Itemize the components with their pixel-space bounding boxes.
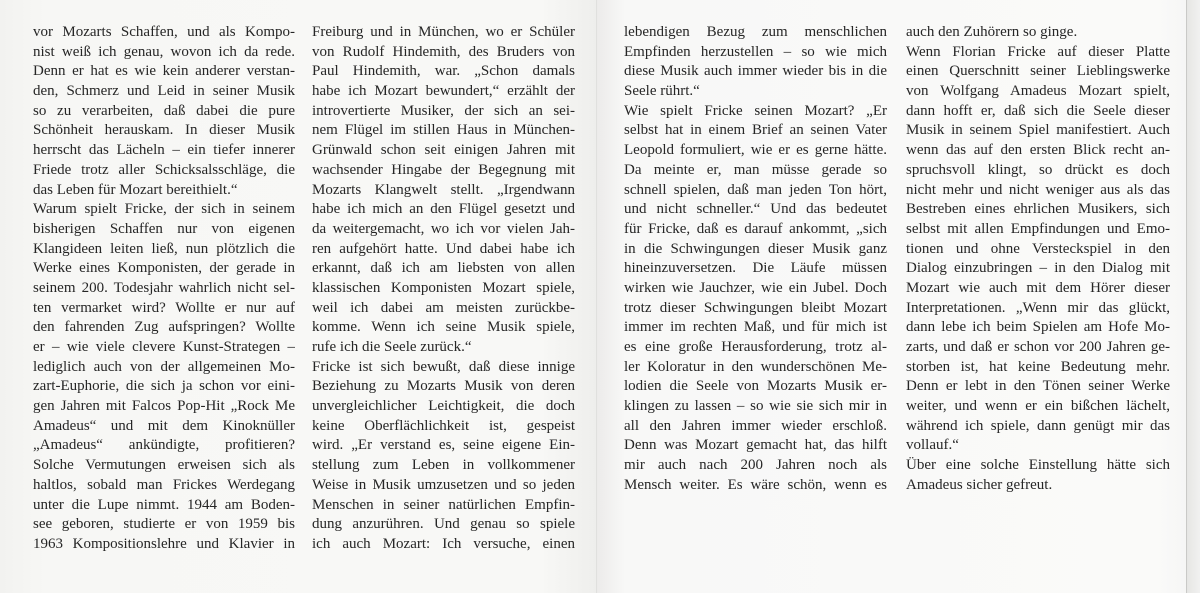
text-line: Beziehung zu Mozarts Musik von deren <box>312 378 575 395</box>
text-line: ren aufgehört hatte. Und dabei habe ich <box>312 240 575 257</box>
text-line: lodien die Seele von Mozarts Musik er- <box>624 378 887 395</box>
text-line: selbst hat in einem Brief an seinen Vater <box>624 122 887 139</box>
text-line: Weise in Musik umzusetzen und so jeden <box>312 476 575 493</box>
text-line: einen Querschnitt seiner Lieblingswerke <box>906 63 1170 80</box>
text-line: den fahrenden Zug aufspringen? Wollte <box>33 319 295 336</box>
text-line: Warum spielt Fricke, der sich in seinem <box>33 201 295 218</box>
text-line: Über eine solche Einstellung hätte sich <box>906 457 1170 474</box>
text-line: Musik in seinem Spiel manifestiert. Auch <box>906 122 1170 139</box>
text-line: dann lebe ich beim Spielen am Hofe Mo- <box>906 319 1170 336</box>
text-line: Paul Hindemith, war. „Schon damals <box>312 63 575 80</box>
text-line: selbst mit allen Empfindungen und Emo- <box>906 220 1170 237</box>
text-line: Menschen in seiner natürlichen Empfin- <box>312 496 575 513</box>
text-line: spruchsvoll klingt, so drückt es doch <box>906 161 1170 178</box>
text-line: Klangideen leiten ließ, nun plötzlich die <box>33 240 295 257</box>
text-line: storben ist, hat keine Bedeutung mehr. <box>906 358 1170 375</box>
text-line: dann hofft er, daß sich die Seele dieser <box>906 102 1170 119</box>
text-line: immer im rechten Maß, und für mich ist <box>624 319 887 336</box>
text-line: „Amadeus“ ankündigte, profitieren? <box>33 437 295 454</box>
text-line: Denn er hat es wie kein anderer verstan- <box>33 63 295 80</box>
text-line: er – wie viele clevere Kunst-Strategen – <box>33 339 295 355</box>
text-line: Wenn Florian Fricke auf dieser Platte <box>906 43 1170 60</box>
text-line: schnell spielen, daß man jeden Ton hört, <box>624 181 887 198</box>
text-line: 1963 Kompositionslehre und Klavier in <box>33 535 295 552</box>
text-line: haltlos, sobald man Frickes Werdegang <box>33 476 295 493</box>
text-line: bisherigen Schaffen nur von eigenen <box>33 220 295 237</box>
text-line: ler Koloratur in den wunderschönen Me- <box>624 358 887 375</box>
text-line: Mozart wie auch mit dem Hörer dieser <box>906 279 1170 296</box>
text-column-3 <box>624 23 887 496</box>
text-line: Grünwald schon seit einigen Jahren mit <box>312 142 575 159</box>
text-line: auch den Zuhörern so ginge. <box>906 24 1078 40</box>
text-line: introvertierte Musiker, der sich an sei- <box>312 102 575 119</box>
text-line: diese Musik auch immer wieder bis in die <box>624 63 887 80</box>
right-page <box>597 0 1186 593</box>
text-line: Denn er lebt in den Tönen seiner Werke <box>906 378 1170 395</box>
text-line: rufe ich die Seele zurück.“ <box>312 339 472 355</box>
text-line: vollauf.“ <box>906 437 959 454</box>
left-page <box>0 0 597 593</box>
text-line: Mozarts Klangwelt stellt. „Irgendwann <box>312 181 575 198</box>
text-line: vor Mozarts Schaffen, und als Kompo- <box>33 24 295 40</box>
text-line: klingen zu lassen – so wie sie sich mir in <box>624 398 887 415</box>
text-line: Mensch weiter. Es wäre schön, wenn es <box>624 476 887 493</box>
text-line: wird. „Er verstand es, seine eigene Ein- <box>312 437 575 454</box>
text-line: Amadeus“ und mit dem Kinoknüller <box>33 417 295 434</box>
text-line: von Wolfgang Amadeus Mozart spielt, <box>906 83 1170 100</box>
text-line: ich auch Mozart: Ich versuche, einen <box>312 535 575 552</box>
text-line: Solche Vermutungen erweisen sich als <box>33 457 295 474</box>
text-line: Amadeus sicher gefreut. <box>906 476 1053 493</box>
text-line: Freiburg und in München, wo er Schüler <box>312 24 575 40</box>
text-line: Bestreben eines ehrlichen Musikers, sich <box>906 201 1170 218</box>
text-line: wenn das auf den ersten Blick recht an- <box>906 142 1170 159</box>
text-line: so zu verarbeiten, daß dabei die pure <box>33 102 295 119</box>
text-line: nist weiß ich genau, wovon ich da rede. <box>33 43 295 60</box>
text-line: nem Flügel im stillen Haus in München- <box>312 122 575 139</box>
text-line: trotz dieser Schwingungen bleibt Mozart <box>624 299 887 316</box>
text-line: während ich spiele, dann genügt mir das <box>906 417 1170 434</box>
text-line: ten vermarket wird? Wollte er nur auf <box>33 299 295 316</box>
text-line: gen Jahren mit Falcos Pop-Hit „Rock Me <box>33 398 295 415</box>
text-line: keine Oberflächlichkeit ist, gespeist <box>312 417 575 434</box>
text-line: dung anzurühren. Und genau so spiele <box>312 516 575 533</box>
text-line: von Rudolf Hindemith, des Bruders von <box>312 43 575 60</box>
text-line: lebendigen Bezug zum menschlichen <box>624 24 887 40</box>
text-line: Empfinden herzustellen – so wie mich <box>624 43 887 60</box>
text-column-2 <box>312 23 575 555</box>
text-column-1 <box>33 23 295 555</box>
text-line: wachsender Hingabe der Begegnung mit <box>312 161 575 178</box>
text-line: habe ich mich an den Flügel gesetzt und <box>312 201 575 218</box>
text-line: mir auch nach 200 Jahren noch als <box>624 457 887 474</box>
text-line: nicht mehr und nicht weniger aus als das <box>906 181 1170 198</box>
booklet-edge <box>1186 0 1200 593</box>
text-line: in die Schwingungen dieser Musik ganz <box>624 240 887 257</box>
text-line: das Leben für Mozart bereithielt.“ <box>33 181 238 198</box>
text-line: tionen und ohne Versteckspiel in den <box>906 240 1170 257</box>
text-line: Denn was Mozart gemacht hat, das hilft <box>624 437 887 454</box>
text-line: Werke eines Komponisten, der gerade in <box>33 260 295 277</box>
text-line: Schönheit herauskam. In dieser Musik <box>33 122 295 139</box>
text-line: habe ich Mozart bewundert,“ erzählt der <box>312 83 575 100</box>
text-line: weiter, und wenn er ein bißchen lächelt, <box>906 398 1170 415</box>
text-line: Wie spielt Fricke seinen Mozart? „Er <box>624 102 887 119</box>
text-line: und nicht schneller.“ Und das bedeutet <box>624 201 887 218</box>
text-column-4 <box>906 23 1170 496</box>
text-line: Leopold formuliert, wie er es gerne hätte. <box>624 142 887 159</box>
text-line: herrscht das Lächeln – ein tiefer innerer <box>33 142 295 159</box>
text-line: klassischen Komponisten Mozart spiele, <box>312 279 575 296</box>
text-line: lediglich auch von der allgemeinen Mo- <box>33 358 295 375</box>
text-line: Dialog einzubringen – in den Dialog mit <box>906 260 1170 277</box>
text-line: es eine große Herausforderung, trotz al- <box>624 339 887 355</box>
text-line: unvergleichlicher Leichtigkeit, die doch <box>312 398 575 415</box>
text-line: zarts, und daß er schon vor 200 Jahren ge- <box>906 339 1170 355</box>
text-line: Interpretationen. „Wenn mir das glückt, <box>906 299 1170 316</box>
text-line: unter die Lupe nimmt. 1944 am Boden- <box>33 496 295 513</box>
text-line: da weitergemacht, wo ich vor vielen Jah- <box>312 220 575 237</box>
text-line: weil ich dabei am meisten zurückbe- <box>312 299 575 316</box>
text-line: für Fricke, daß es darauf ankommt, „sich <box>624 220 887 237</box>
text-line: den, Schmerz und Leid in seiner Musik <box>33 83 295 100</box>
text-line: Seele rührt.“ <box>624 83 700 100</box>
text-line: Friede trotz aller Schicksalsschläge, die <box>33 161 295 178</box>
text-line: Fricke ist sich bewußt, daß diese innige <box>312 358 575 375</box>
text-line: erkannt, daß ich am liebsten von allen <box>312 260 575 277</box>
text-line: zart-Euphorie, die sich ja schon vor eini- <box>33 378 295 395</box>
text-line: all den Jahren immer wieder erschloß. <box>624 417 887 434</box>
text-line: komme. Wenn ich seine Musik spiele, <box>312 319 575 336</box>
text-line: see geboren, studierte er von 1959 bis <box>33 516 295 533</box>
text-line: seinem 200. Todesjahr wahrlich nicht sel- <box>33 279 295 296</box>
text-line: stellung zum Leben in vollkommener <box>312 457 575 474</box>
text-line: wirken wie Jauchzer, wie ein Jubel. Doch <box>624 279 887 296</box>
text-line: hineinzuversetzen. Die Läufe müssen <box>624 260 887 277</box>
text-line: Da meinte er, man müsse gerade so <box>624 161 887 178</box>
